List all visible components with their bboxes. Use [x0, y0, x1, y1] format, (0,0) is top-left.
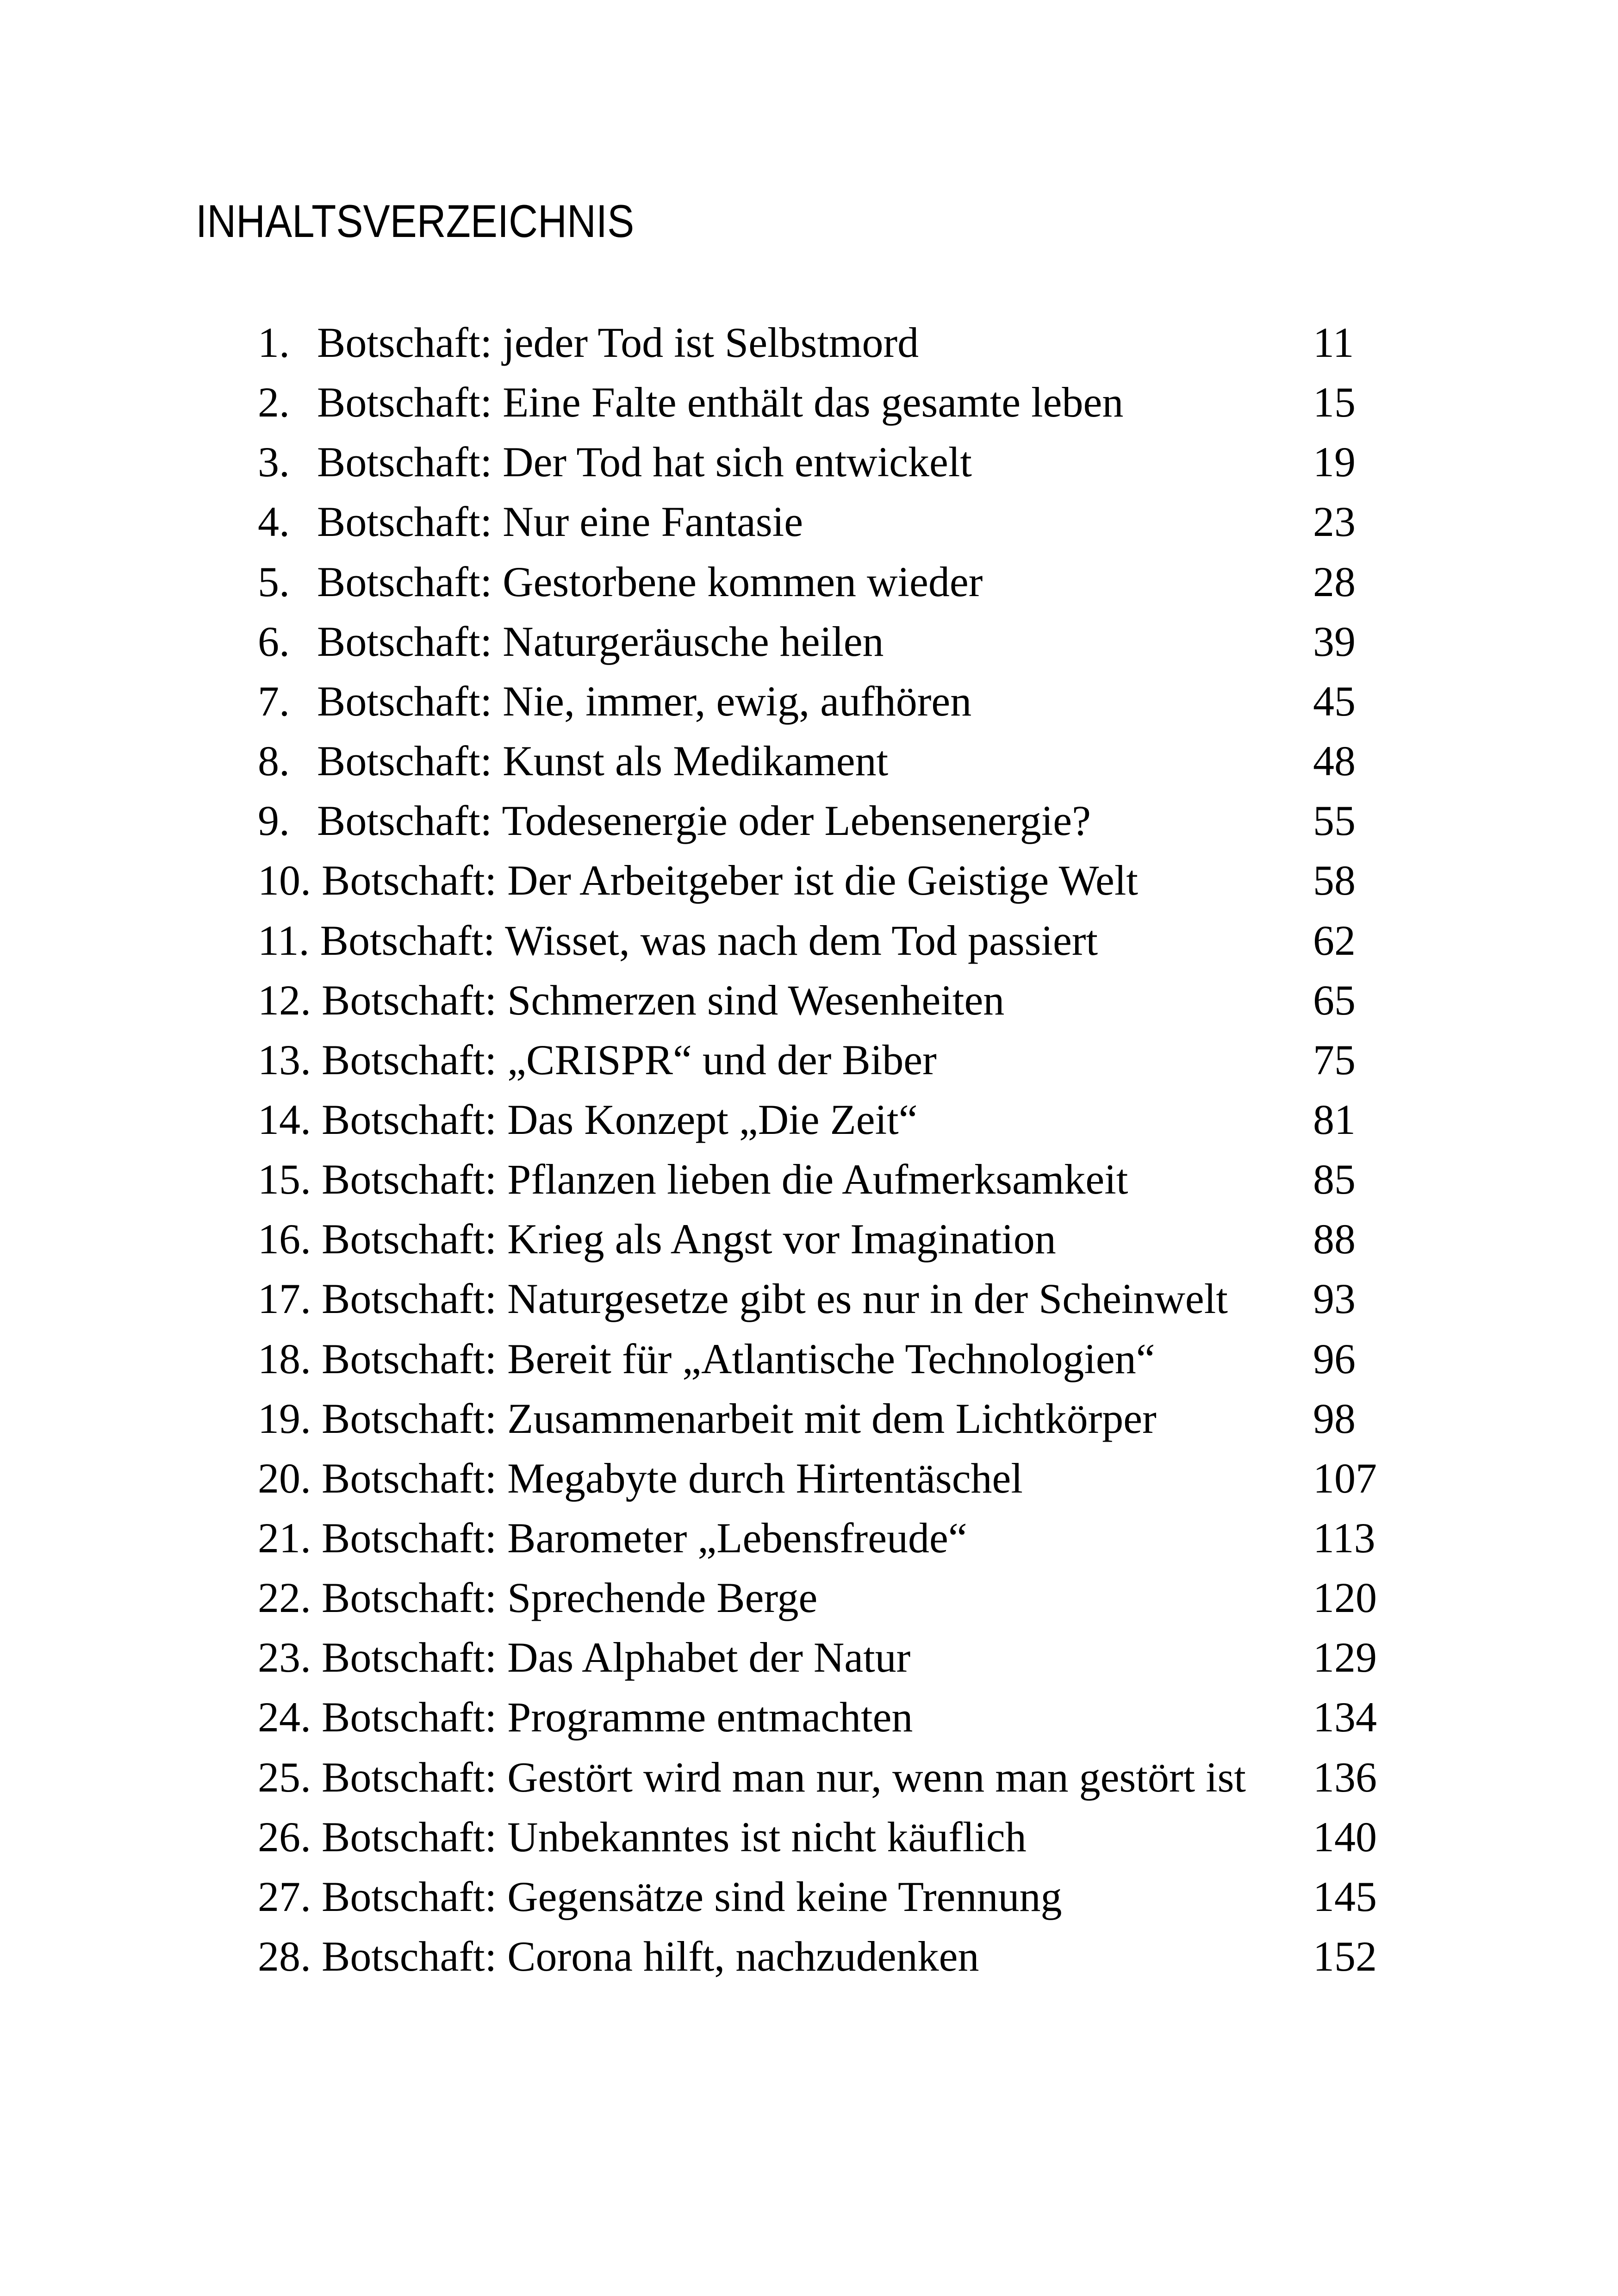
toc-entry-title: Botschaft: Zusammenarbeit mit dem Lichtkörper [322, 1394, 1157, 1442]
toc-entry-page-number: 140 [1313, 1813, 1377, 1860]
toc-entry-page-number: 145 [1313, 1873, 1377, 1920]
toc-entry-page-number: 81 [1313, 1095, 1356, 1143]
toc-entry-number: 25. [258, 1753, 311, 1801]
toc-entry-number: 24. [258, 1693, 311, 1741]
toc-entry [0, 1090, 1618, 1150]
toc-entry [0, 1030, 1618, 1090]
toc-entry [0, 1807, 1618, 1867]
toc-entry-title: Botschaft: Der Tod hat sich entwickelt [317, 438, 972, 486]
toc-entry-number: 21. [258, 1514, 311, 1562]
toc-entry-number: 18. [258, 1335, 311, 1382]
toc-entry-title: Botschaft: Krieg als Angst vor Imagination [322, 1215, 1056, 1263]
toc-entry [0, 791, 1618, 851]
toc-entry-title: Botschaft: Gegensätze sind keine Trennung [322, 1873, 1062, 1920]
toc-entry-number: 20. [258, 1454, 311, 1502]
toc-entry [0, 971, 1618, 1030]
toc-entry-number: 3. [258, 438, 290, 486]
toc-entry-title: Botschaft: Gestört wird man nur, wenn man gestört ist [322, 1753, 1246, 1801]
toc-entry-title: Botschaft: Naturgesetze gibt es nur in der Scheinwelt [322, 1275, 1228, 1323]
toc-entry-page-number: 45 [1313, 677, 1356, 725]
toc-entry-page-number: 62 [1313, 916, 1356, 964]
toc-entry [0, 1568, 1618, 1628]
toc-entry-number: 4. [258, 498, 290, 546]
toc-entry-number: 6. [258, 617, 290, 665]
toc-entry [0, 1628, 1618, 1687]
toc-entry-number: 16. [258, 1215, 311, 1263]
toc-entry [0, 731, 1618, 791]
toc-entry-number: 17. [258, 1275, 311, 1323]
toc-entry-title: Botschaft: „CRISPR“ und der Biber [322, 1036, 937, 1083]
toc-entry-title: Botschaft: Kunst als Medikament [317, 737, 889, 785]
toc-entry [0, 612, 1618, 672]
toc-entry-number: 22. [258, 1574, 311, 1622]
toc-entry-title: Botschaft: Nur eine Fantasie [317, 498, 803, 546]
toc-entry-page-number: 107 [1313, 1454, 1377, 1502]
toc-entry [0, 1748, 1618, 1807]
toc-entry-title: Botschaft: Schmerzen sind Wesenheiten [322, 976, 1005, 1024]
toc-entry [0, 1687, 1618, 1747]
toc-entry [0, 1867, 1618, 1927]
toc-entry-number: 27. [258, 1873, 311, 1920]
toc-entry-title: Botschaft: Gestorbene kommen wieder [317, 558, 983, 605]
toc-entry-title: Botschaft: Naturgeräusche heilen [317, 617, 884, 665]
toc-entry-number: 10. [258, 857, 311, 904]
toc-entry-title: Botschaft: Das Konzept „Die Zeit“ [322, 1095, 918, 1143]
toc-entry-page-number: 55 [1313, 797, 1356, 845]
toc-entry-page-number: 113 [1313, 1514, 1375, 1562]
toc-entry-page-number: 58 [1313, 857, 1356, 904]
toc-entry-page-number: 152 [1313, 1933, 1377, 1980]
toc-entry [0, 1449, 1618, 1508]
toc-entry-page-number: 136 [1313, 1753, 1377, 1801]
toc-entry-number: 14. [258, 1095, 311, 1143]
toc-entry [0, 432, 1618, 492]
toc-entry-title: Botschaft: Sprechende Berge [322, 1574, 818, 1622]
toc-entry [0, 1927, 1618, 1986]
toc-entry [0, 911, 1618, 971]
toc-entry-number: 2. [258, 379, 290, 426]
toc-entry-title: Botschaft: Todesenergie oder Lebensenergie? [317, 797, 1091, 845]
toc-entry-page-number: 120 [1313, 1574, 1377, 1622]
toc-entry-page-number: 48 [1313, 737, 1356, 785]
toc-entry-title: Botschaft: Megabyte durch Hirtentäschel [322, 1454, 1023, 1502]
toc-entry-title: Botschaft: Nie, immer, ewig, aufhören [317, 677, 972, 725]
toc-entry-page-number: 129 [1313, 1634, 1377, 1681]
toc-entry [0, 1269, 1618, 1329]
toc-entry-number: 9. [258, 797, 290, 845]
toc-entry-page-number: 96 [1313, 1335, 1356, 1382]
toc-entry-title: Botschaft: Corona hilft, nachzudenken [322, 1933, 979, 1980]
toc-entry [0, 1389, 1618, 1449]
toc-entry-title: Botschaft: Wisset, was nach dem Tod passiert [320, 916, 1098, 964]
toc-entry [0, 1329, 1618, 1389]
toc-entry [0, 851, 1618, 910]
toc-entry [0, 552, 1618, 612]
toc-entry-number: 8. [258, 737, 290, 785]
toc-entry-number: 28. [258, 1933, 311, 1980]
toc-entry-page-number: 134 [1313, 1693, 1377, 1741]
toc-entry-page-number: 19 [1313, 438, 1356, 486]
toc-entry [0, 1508, 1618, 1568]
toc-entry-number: 5. [258, 558, 290, 605]
toc-entry-number: 13. [258, 1036, 311, 1083]
toc-entry-number: 12. [258, 976, 311, 1024]
toc-entry-title: Botschaft: Pflanzen lieben die Aufmerksamkeit [322, 1156, 1128, 1203]
toc-entry-title: Botschaft: jeder Tod ist Selbstmord [317, 319, 919, 366]
toc-entry-title: Botschaft: Eine Falte enthält das gesamte leben [317, 379, 1124, 426]
toc-entry-page-number: 15 [1313, 379, 1356, 426]
toc-entry-number: 23. [258, 1634, 311, 1681]
toc-entry-number: 15. [258, 1156, 311, 1203]
toc-entry-title: Botschaft: Bereit für „Atlantische Technologien“ [322, 1335, 1155, 1382]
toc-entry-title: Botschaft: Der Arbeitgeber ist die Geistige Welt [322, 857, 1138, 904]
toc-entry-title: Botschaft: Unbekanntes ist nicht käuflich [322, 1813, 1027, 1860]
toc-entry [0, 672, 1618, 731]
toc-entry-page-number: 23 [1313, 498, 1356, 546]
toc-entry-title: Botschaft: Barometer „Lebensfreude“ [322, 1514, 967, 1562]
toc-heading: INHALTSVERZEICHNIS [196, 195, 635, 247]
toc-entry-page-number: 85 [1313, 1156, 1356, 1203]
toc-entry-number: 26. [258, 1813, 311, 1860]
toc-entry-page-number: 98 [1313, 1394, 1356, 1442]
toc-entry [0, 1150, 1618, 1209]
toc-entry-number: 1. [258, 319, 290, 366]
toc-entry-number: 19. [258, 1394, 311, 1442]
toc-entry-page-number: 65 [1313, 976, 1356, 1024]
toc-entry-page-number: 28 [1313, 558, 1356, 605]
toc-entry [0, 373, 1618, 432]
toc-entry [0, 313, 1618, 373]
toc-entry-number: 11. [258, 916, 310, 964]
toc-entry-title: Botschaft: Das Alphabet der Natur [322, 1634, 911, 1681]
toc-entry-page-number: 11 [1313, 319, 1354, 366]
toc-entry [0, 492, 1618, 552]
toc-entry-page-number: 39 [1313, 617, 1356, 665]
toc-entry-page-number: 75 [1313, 1036, 1356, 1083]
toc-entry-page-number: 93 [1313, 1275, 1356, 1323]
toc-entry-title: Botschaft: Programme entmachten [322, 1693, 913, 1741]
toc-entry-number: 7. [258, 677, 290, 725]
toc-entry [0, 1209, 1618, 1269]
toc-entry-page-number: 88 [1313, 1215, 1356, 1263]
